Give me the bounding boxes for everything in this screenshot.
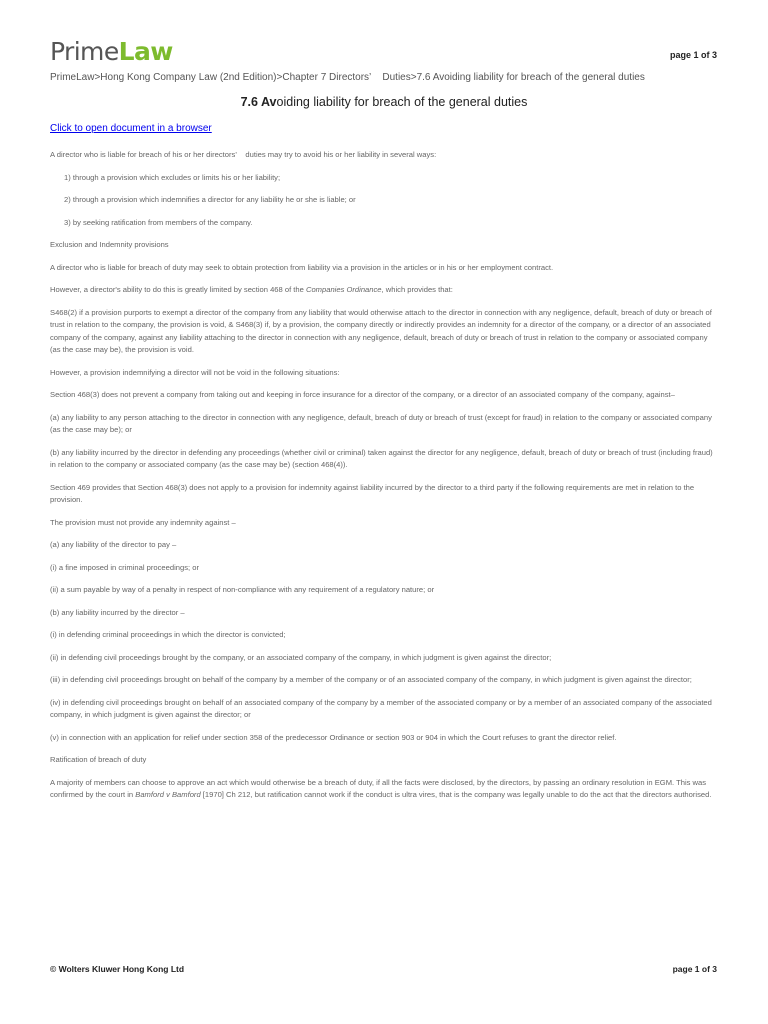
paragraph: (iv) in defending civil proceedings brought on behalf of an associated company of the company by a member of the associated company or by a member of an associated company of the associated company, in which judgment is given against the director; or (50, 697, 712, 719)
paragraph: (v) in connection with an application for relief under section 358 of the predecessor Ordinance or section 903 or 904 in which the Court refuses to grant the director relief. (50, 732, 617, 742)
breadcrumb: PrimeLaw>Hong Kong Company Law (2nd Edition)>Chapter 7 Directors’ Duties>7.6 Avoiding liability for breach of the general duties (50, 72, 645, 83)
logo-prime-text: Prime (50, 37, 119, 66)
title-text: oiding liability for breach of the general duties (276, 95, 528, 109)
paragraph: (ii) in defending civil proceedings brought by the company, or an associated company of the company, in which judgment is given against the director; (50, 652, 552, 662)
section-heading-exclusion: Exclusion and Indemnity provisions (50, 240, 169, 249)
paragraph (50, 284, 718, 297)
page-indicator-bottom: page 1 of 3 (672, 964, 717, 974)
paragraph: (b) any liability incurred by the director – (50, 607, 185, 617)
text-run: A majority of members can choose to approve an act which would otherwise be a breach of duty, if all the facts were disclosed, by the directors, by passing an ordinary resolution in EGM. This was confirmed by the court in (50, 777, 707, 799)
case-citation: Bamford v Bamford (135, 790, 201, 799)
list-item: 2) through a provision which indemnifies a director for any liability he or she is liable; or (64, 195, 356, 204)
page-title (0, 95, 768, 109)
paragraph: A director who is liable for breach of his or her directors’ duties may try to avoid his or her liability in several ways: (50, 150, 437, 159)
paragraph: S468(2) if a provision purports to exempt a director of the company from any liability that would otherwise attach to the director in connection with any negligence, default, breach of duty or breach of trust in relation to the company, the provision is void, & S468(3) if, by a provision, the company directly or indirectly provides an indemnity for a director of the company, or a director of an associated company of the company, against any liability attaching to the director in connection with any negligence, default, breach of duty or breach of trust in relation to the company or associated company (as the case may be), the provision is void. (50, 307, 712, 354)
statute-citation: Companies Ordinance (305, 285, 382, 294)
section-heading-ratification: Ratification of breach of duty (50, 755, 147, 764)
list-item: 1) through a provision which excludes or limits his or her liability; (64, 172, 281, 182)
text-run: However, a director's ability to do this is greatly limited by section 468 of the (50, 285, 306, 294)
paragraph: (a) any liability of the director to pay – (50, 540, 177, 549)
paragraph: However, a provision indemnifying a director will not be void in the following situations: (50, 367, 340, 377)
document-body (50, 149, 718, 812)
text-run: , which provides that: (381, 285, 453, 294)
primelaw-logo (50, 37, 173, 67)
title-number: 7.6 Av (240, 95, 277, 109)
footer-copyright: © Wolters Kluwer Hong Kong Ltd (50, 964, 185, 974)
paragraph: Section 468(3) does not prevent a company from taking out and keeping in force insurance for a director of the company, or a director of an associated company of the company, against– (50, 390, 675, 399)
paragraph: (i) a fine imposed in criminal proceedings; or (50, 562, 199, 572)
list-item: 3) by seeking ratification from members of the company. (64, 217, 253, 227)
logo-law-text: Law (118, 37, 173, 66)
paragraph: (ii) a sum payable by way of a penalty in respect of non-compliance with any requirement of a regulatory nature; or (50, 585, 435, 594)
paragraph: (iii) in defending civil proceedings brought on behalf of the company by a member of the company or of an associated company of the company, in which judgment is given against the director; (50, 675, 692, 684)
paragraph: (a) any liability to any person attaching to the director in connection with any negligence, default, breach of duty or breach of trust (except for fraud) in relation to the company or associated company (as the case may be); or (50, 412, 712, 434)
paragraph (50, 777, 718, 802)
paragraph: A director who is liable for breach of duty may seek to obtain protection from liability via a provision in the articles or in his or her employment contract. (50, 262, 554, 272)
page-indicator-top: page 1 of 3 (669, 50, 717, 60)
paragraph: (i) in defending criminal proceedings in which the director is convicted; (50, 630, 286, 639)
paragraph: (b) any liability incurred by the director in defending any proceedings (whether civil or criminal) taken against the director for any negligence, default, breach of duty or breach of trust (including fraud) in relation to the company or associated company (as the case may be) (section 468(4)). (50, 447, 713, 469)
open-in-browser-link[interactable]: Click to open document in a browser (50, 123, 212, 134)
paragraph: The provision must not provide any indemnity against – (50, 517, 236, 527)
paragraph: Section 469 provides that Section 468(3) does not apply to a provision for indemnity against liability incurred by the director to a third party if the following requirements are met in relation to the provision. (50, 482, 695, 504)
text-run: [1970] Ch 212, but ratification cannot work if the conduct is ultra vires, that is the company was legally unable to do the act that the directors authorised. (200, 790, 712, 799)
